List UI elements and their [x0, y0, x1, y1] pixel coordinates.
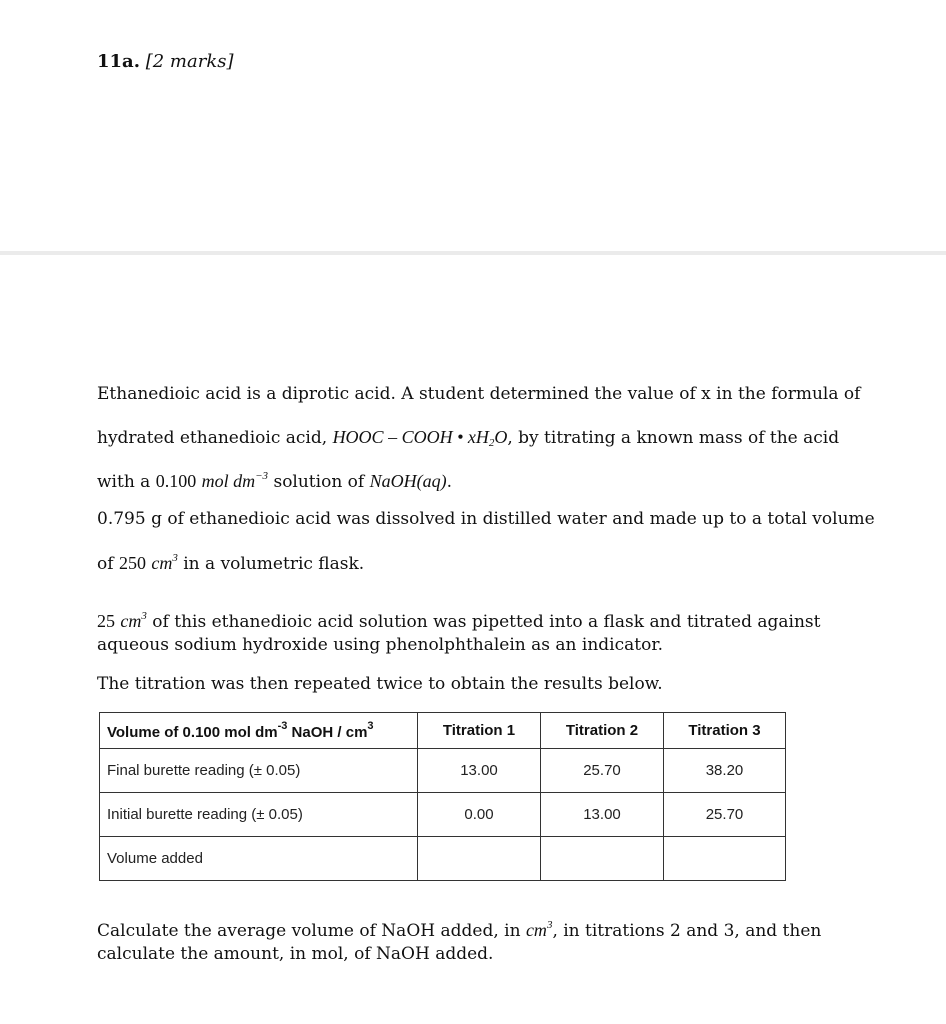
section-divider	[0, 251, 946, 255]
pipette-volume: 25	[97, 611, 115, 631]
concentration-unit	[202, 471, 268, 491]
intro-line-4: 0.795 g of ethanedioic acid was dissolved in distilled water and made up to a total volume	[97, 509, 875, 529]
formula-subscript: 2	[488, 437, 495, 449]
unit-text: cm	[151, 553, 173, 573]
flask-volume: 250	[118, 553, 146, 573]
table-cell: 38.20	[664, 749, 786, 793]
intro-text: , by titrating a known mass of the acid	[507, 428, 840, 448]
table-row	[100, 749, 786, 793]
formula-main: HOOC – COOH • xH	[332, 427, 489, 447]
intro-line-3	[97, 470, 452, 492]
header-exponent: 3	[367, 720, 374, 732]
naoh-concentration: 0.100	[155, 471, 197, 491]
unit-exponent: 3	[172, 552, 178, 564]
unit-exponent: 3	[141, 610, 147, 622]
formula-oxygen: O	[494, 427, 508, 447]
intro-text: solution of	[268, 472, 370, 492]
naoh-formula: NaOH(aq)	[369, 471, 447, 491]
titration-results-table	[99, 712, 786, 881]
header-exponent: -3	[277, 720, 288, 732]
header-titration-1: Titration 1	[418, 713, 541, 749]
task-line-1	[97, 919, 821, 941]
method-line-1	[97, 610, 820, 632]
table-row	[100, 793, 786, 837]
table-cell	[664, 837, 786, 881]
intro-text: with a	[97, 472, 156, 492]
row-label: Final burette reading (± 0.05)	[100, 749, 418, 793]
table-cell: 13.00	[418, 749, 541, 793]
intro-text: hydrated ethanedioic acid,	[97, 428, 333, 448]
intro-text: .	[446, 472, 453, 492]
intro-text: of	[97, 554, 119, 574]
task-line-2: calculate the amount, in mol, of NaOH added.	[97, 944, 494, 964]
intro-text: in a volumetric flask.	[177, 554, 365, 574]
header-titration-3: Titration 3	[664, 713, 786, 749]
intro-line-1: Ethanedioic acid is a diprotic acid. A student determined the value of x in the formula of	[97, 384, 861, 404]
table-row	[100, 837, 786, 881]
row-label: Initial burette reading (± 0.05)	[100, 793, 418, 837]
volume-unit	[151, 553, 178, 573]
unit-exponent: 3	[546, 919, 553, 931]
method-line-2: aqueous sodium hydroxide using phenolphthalein as an indicator.	[97, 635, 663, 655]
table-cell	[541, 837, 664, 881]
table-cell: 25.70	[664, 793, 786, 837]
task-text: Calculate the average volume of NaOH added, in	[97, 921, 526, 941]
method-line-3: The titration was then repeated twice to obtain the results below.	[97, 674, 663, 694]
table-cell: 25.70	[541, 749, 664, 793]
header-text: Volume of 0.100 mol dm	[107, 724, 278, 741]
table-cell: 13.00	[541, 793, 664, 837]
unit-exponent: −3	[255, 470, 269, 482]
unit-text: cm	[120, 611, 142, 631]
intro-line-5	[97, 552, 364, 574]
method-text: of this ethanedioic acid solution was pipetted into a flask and titrated against	[146, 612, 821, 632]
header-titration-2: Titration 2	[541, 713, 664, 749]
task-text: , in titrations 2 and 3, and then	[552, 921, 822, 941]
row-label: Volume added	[100, 837, 418, 881]
table-cell: 0.00	[418, 793, 541, 837]
header-volume	[100, 713, 418, 749]
volume-unit	[120, 611, 147, 631]
volume-unit	[526, 920, 553, 940]
table-header-row	[100, 713, 786, 749]
unit-text: cm	[525, 920, 547, 940]
question-header	[97, 51, 234, 72]
table-cell	[418, 837, 541, 881]
hydrated-acid-formula	[333, 427, 508, 447]
intro-line-2	[97, 427, 839, 449]
unit-text: mol dm	[201, 471, 256, 491]
question-number: 11a.	[97, 51, 140, 72]
question-marks: [2 marks]	[145, 51, 234, 72]
header-text: NaOH / cm	[287, 724, 368, 741]
